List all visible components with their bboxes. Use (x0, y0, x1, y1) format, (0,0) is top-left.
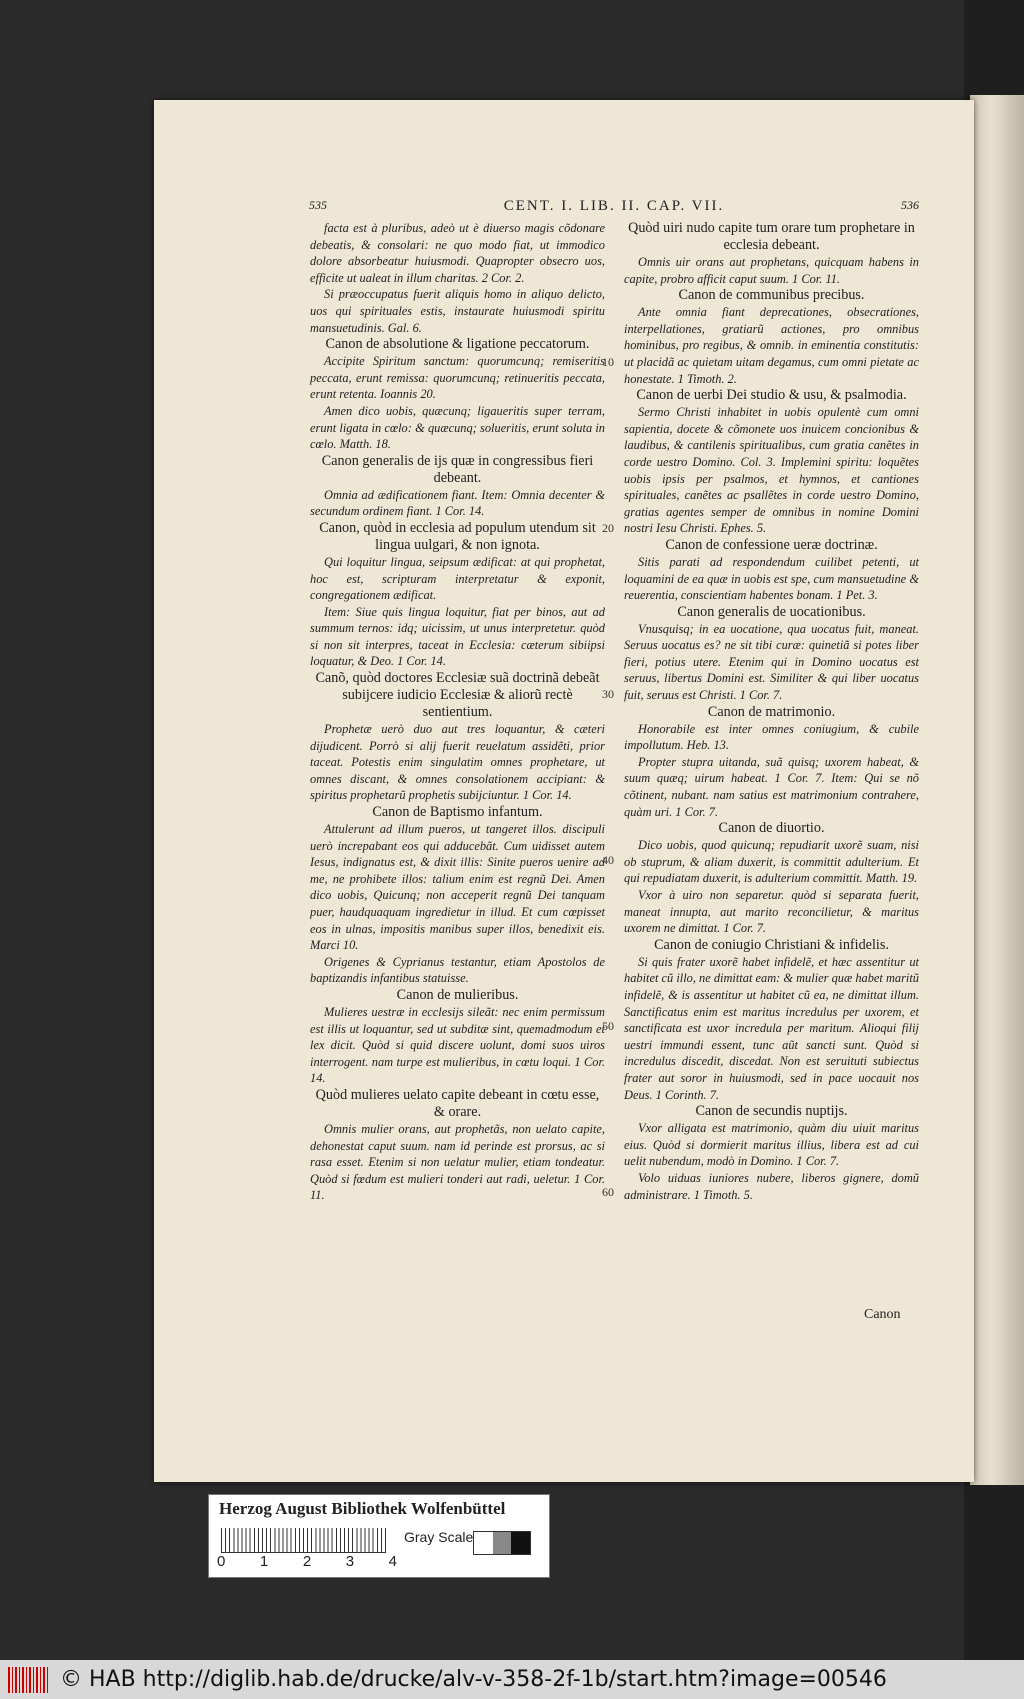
canon-heading: Canon de matrimonio. (707, 703, 836, 720)
footer-copyright-link[interactable]: © HAB http://diglib.hab.de/drucke/alv-v-358-2f-1b/start.htm?image=00546 (60, 1667, 887, 1692)
paragraph: Item: Siue quis lingua loquitur, fiat per binos, aut ad summum ternos: idq; uicissim, ut unus interpretetur. quòd si non sit interpres, taceat in Ecclesia: cæterum sibiipsi loquatur, & Deo. 1 Cor. 14. (310, 604, 605, 669)
footer-bar (0, 1660, 1024, 1699)
canon-heading: Canõ, quòd doctores Ecclesiæ suã doctrinã debeãt subijcere iudicio Ecclesiæ & aliorũ rectè sentientium. (315, 670, 600, 721)
ruler-number: 0 (217, 1553, 226, 1570)
canon-heading: Canon, quòd in ecclesia ad populum utendum sit lingua uulgari, & non ignota. (319, 519, 596, 553)
paragraph: Si præoccupatus fuerit aliquis homo in aliquo delicto, uos qui spirituales estis, instaurate huiusmodi spiritu mansuetudinis. Gal. 6. (310, 287, 605, 335)
hab-logo-icon (8, 1667, 50, 1693)
line-number: 40 (602, 853, 614, 867)
canon-heading: Canon de secundis nuptijs. (695, 1103, 848, 1120)
canon-heading: Canon de uerbi Dei studio & usu, & psalmodia. (636, 387, 907, 404)
canon-heading: Canon de confessione ueræ doctrinæ. (665, 536, 878, 553)
paragraph: Volo uiduas iuniores nubere, liberos gignere, domũ administrare. 1 Timoth. 5. (624, 1170, 919, 1202)
catchword: Canon (864, 1307, 901, 1322)
paragraph: Mulieres uestræ in ecclesijs sileãt: nec enim permissum est illis ut loquantur, sed ut subditæ sint, quemadmodum et lex dicit. Quòd si quid discere uolunt, domi suos uiros interrogent. nam turpe est mulieribus, in cœtu loqui. 1 Cor. 14. (310, 1004, 605, 1086)
paragraph: Si quis frater uxorẽ habet infidelẽ, et hæc assentitur ut habitet cũ illo, ne dimittat eam: & mulier quæ habet maritũ infidelẽ, & is assentitur ut habitet cũ ea, ne dimittat illum. Sanctificatus enim est maritus incredulus per uxorem, et sanctificata est uxor incredula per maritum. Alioqui filij uestri immundi essent, tunc aũt sancti sunt. Quòd si incredulus discedit, discedat. Non est seruituti subiectus frater aut soror in huiusmodi, sed in pace uocauit nos Deus. 1 Corinth. 7. (624, 954, 919, 1102)
paragraph: Sermo Christi inhabitet in uobis opulentè cum omni sapientia, docete & cõmonete uos inuicem concionibus & laudibus, & cantilenis spiritualibus, cum gratia canẽtes in corde uestro Domino. Col. 3. Implemini spiritu: loquẽtes uobis ipsis per psalmos, et hymnos, et cantiones spirituales, canẽtes ac psallẽtes in corde uestro Domino, gratias agentes semper de omnibus in nomine Domini nostri Iesu Christi. Ephes. 5. (624, 405, 919, 536)
institution-label: Herzog August Bibliothek Wolfenbüttel (219, 1499, 506, 1518)
color-scale-ruler (208, 1494, 550, 1578)
canon-heading: Canon de absolutione & ligatione peccatorum. (325, 336, 590, 353)
paragraph: Vnusquisq; in ea uocatione, qua uocatus fuit, maneat. Seruus uocatus es? ne sit tibi curæ: quinetiã si potes liber fieri, potius utere. Etenim qui in Domino uocatus est seruus, libertus Domini est. Similiter & qui liber uocatus fuit, seruus est Christi. 1 Cor. 7. (624, 621, 919, 703)
paragraph: Vxor à uiro non separetur. quòd si separata fuerit, maneat innupta, aut marito reconcilietur, & maritus uxorem ne dimittat. 1 Cor. 7. (624, 888, 919, 936)
ruler-ticks (221, 1528, 386, 1553)
left-text-column (310, 220, 605, 1204)
line-number: 60 (602, 1185, 614, 1199)
paragraph: Honorabile est inter omnes coniugium, & cubile impollutum. Heb. 13. (624, 721, 919, 753)
paragraph: Amen dico uobis, quæcunq; ligaueritis super terram, erunt ligata in cœlo: & quæcunq; solueritis, erunt soluta in cœlo. Matth. 18. (310, 403, 605, 452)
paragraph: Origenes & Cyprianus testantur, etiam Apostolos de baptizandis infantibus statuisse. (310, 954, 605, 986)
line-number: 20 (602, 521, 614, 535)
line-number: 50 (602, 1019, 614, 1033)
gray-scale-label: Gray Scale (404, 1529, 474, 1545)
paragraph: Omnis mulier orans, aut prophetãs, non uelato capite, dehonestat caput suum. nam id perinde est prorsus, ac si rasa esset. Etenim si non uelatur mulier, etiam tondeatur. Quòd si fœdum est mulieri tonderi aut radi, ueletur. 1 Cor. 11. (310, 1121, 605, 1203)
canon-heading: Quòd uiri nudo capite tum orare tum prophetare in ecclesia debeant. (628, 220, 915, 253)
canon-heading: Canon de coniugio Christiani & infidelis. (654, 936, 889, 953)
paragraph: Propter stupra uitanda, suã quisq; uxorem habeat, & suum quæq; uirum habeat. 1 Cor. 7. Item: Qui se nõ cõtinent, nubant. nam satius est matrimonium contrahere, quàm uri. 1 Cor. 7. (624, 754, 919, 819)
right-page-number: 536 (901, 198, 919, 212)
paragraph: Prophetæ uerò duo aut tres loquantur, & cæteri dijudicent. Porrò si alij fuerit reuelatum assidẽti, prior taceat. Potestis enim singulatim omnes prophetare, ut omnes discant, & omnes consolationem accipiant: & spiritus prophetarũ prophetis subijciuntur. 1 Cor. 14. (310, 722, 605, 803)
line-number: 30 (602, 687, 614, 701)
paragraph: Ante omnia fiant deprecationes, obsecrationes, interpellationes, gratiarũ actiones, pro omnibus hominibus, pro regibus, & omnib. in eminentia constitutis: ut placidã ac quietam uitam degamus, cum omni pietate ac honestate. 1 Timoth. 2. (624, 305, 919, 386)
running-header (309, 198, 919, 215)
paragraph: Accipite Spiritum sanctum: quorumcunq; remiseritis peccata, erunt remissa: quorumcunq; retinueritis peccata, erunt retenta. Ioannis 20. (310, 354, 605, 402)
book-page (154, 100, 974, 1482)
ruler-number: 2 (302, 1553, 312, 1570)
ruler-number: 3 (345, 1553, 355, 1570)
canon-heading: Canon de communibus precibus. (678, 287, 865, 304)
paragraph: Vxor alligata est matrimonio, quàm diu uiuit maritus eius. Quòd si dormierit maritus illius, libera est ad cui uelit nubendum, modò in Domino. 1 Cor. 7. (624, 1121, 919, 1169)
canon-heading: Canon generalis de uocationibus. (677, 603, 866, 620)
canon-heading: Canon de Baptismo infantum. (372, 804, 543, 821)
canon-heading: Canon generalis de ijs quæ in congressibus fieri debeant. (321, 452, 594, 486)
paragraph: Sitis parati ad respondendum cuilibet petenti, ut loquamini de ea quæ in uobis est spe, cum mansuetudine & reuerentia, conscientiam habentes bonam. 1 Pet. 3. (624, 554, 919, 603)
book-page-edge (970, 95, 1024, 1485)
right-text-column (624, 220, 919, 1203)
paragraph: Omnia ad ædificationem fiant. Item: Omnia decenter & secundum ordinem fiant. 1 Cor. 14. (310, 487, 605, 519)
paragraph: Qui loquitur lingua, seipsum ædificat: at qui prophetat, hoc est, scripturam interpretatur & exponit, congregationem ædificat. (310, 554, 605, 603)
canon-heading: Canon de mulieribus. (396, 986, 519, 1003)
scan-background-left (0, 0, 160, 1660)
gray-scale-swatch (473, 1531, 531, 1555)
canon-heading: Quòd mulieres uelato capite debeant in cœtu esse, & orare. (315, 1086, 600, 1120)
left-page-number: 535 (309, 198, 327, 212)
running-title: CENT. I. LIB. II. CAP. VII. (503, 198, 725, 214)
ruler-numbers (217, 1553, 397, 1570)
ruler-number: 1 (259, 1553, 269, 1570)
canon-heading: Canon de diuortio. (718, 820, 825, 837)
paragraph: Attulerunt ad illum pueros, ut tangeret illos. discipuli uerò increpabant eos qui adducebãt. Cum uidisset autem Iesus, indignatus est, & dixit illis: Sinite pueros uenire ad me, ne prohibete illos: talium enim est regnũ Dei. Amen dico uobis, Quicunq; non acceperit regnũ Dei tanquam puer, haudquaquam ingredietur in illud. Et cum cœpisset eos in ulnas, impositis manibus super illos, benedixit eis. Marci 10. (310, 822, 605, 953)
ruler-number: 4 (388, 1553, 397, 1570)
paragraph: facta est à pluribus, adeò ut è diuerso magis cõdonare debeatis, & consolari: ne quo modo fiat, ut immodico dolore absorbeatur huiusmodi. Quapropter obsecro uos, efficite ut ualeat in illum charitas. 2 Cor. 2. (310, 221, 605, 285)
paragraph: Omnis uir orans aut prophetans, quicquam habens in capite, probro afficit caput suum. 1 Cor. 11. (624, 255, 919, 286)
line-number: 10 (602, 355, 614, 369)
paragraph: Dico uobis, quod quicunq; repudiarit uxorẽ suam, nisi ob stuprum, & aliam duxerit, is committit adulterium. Et qui repudiatam duxerit, is adulterium committit. Matth. 19. (624, 838, 919, 886)
